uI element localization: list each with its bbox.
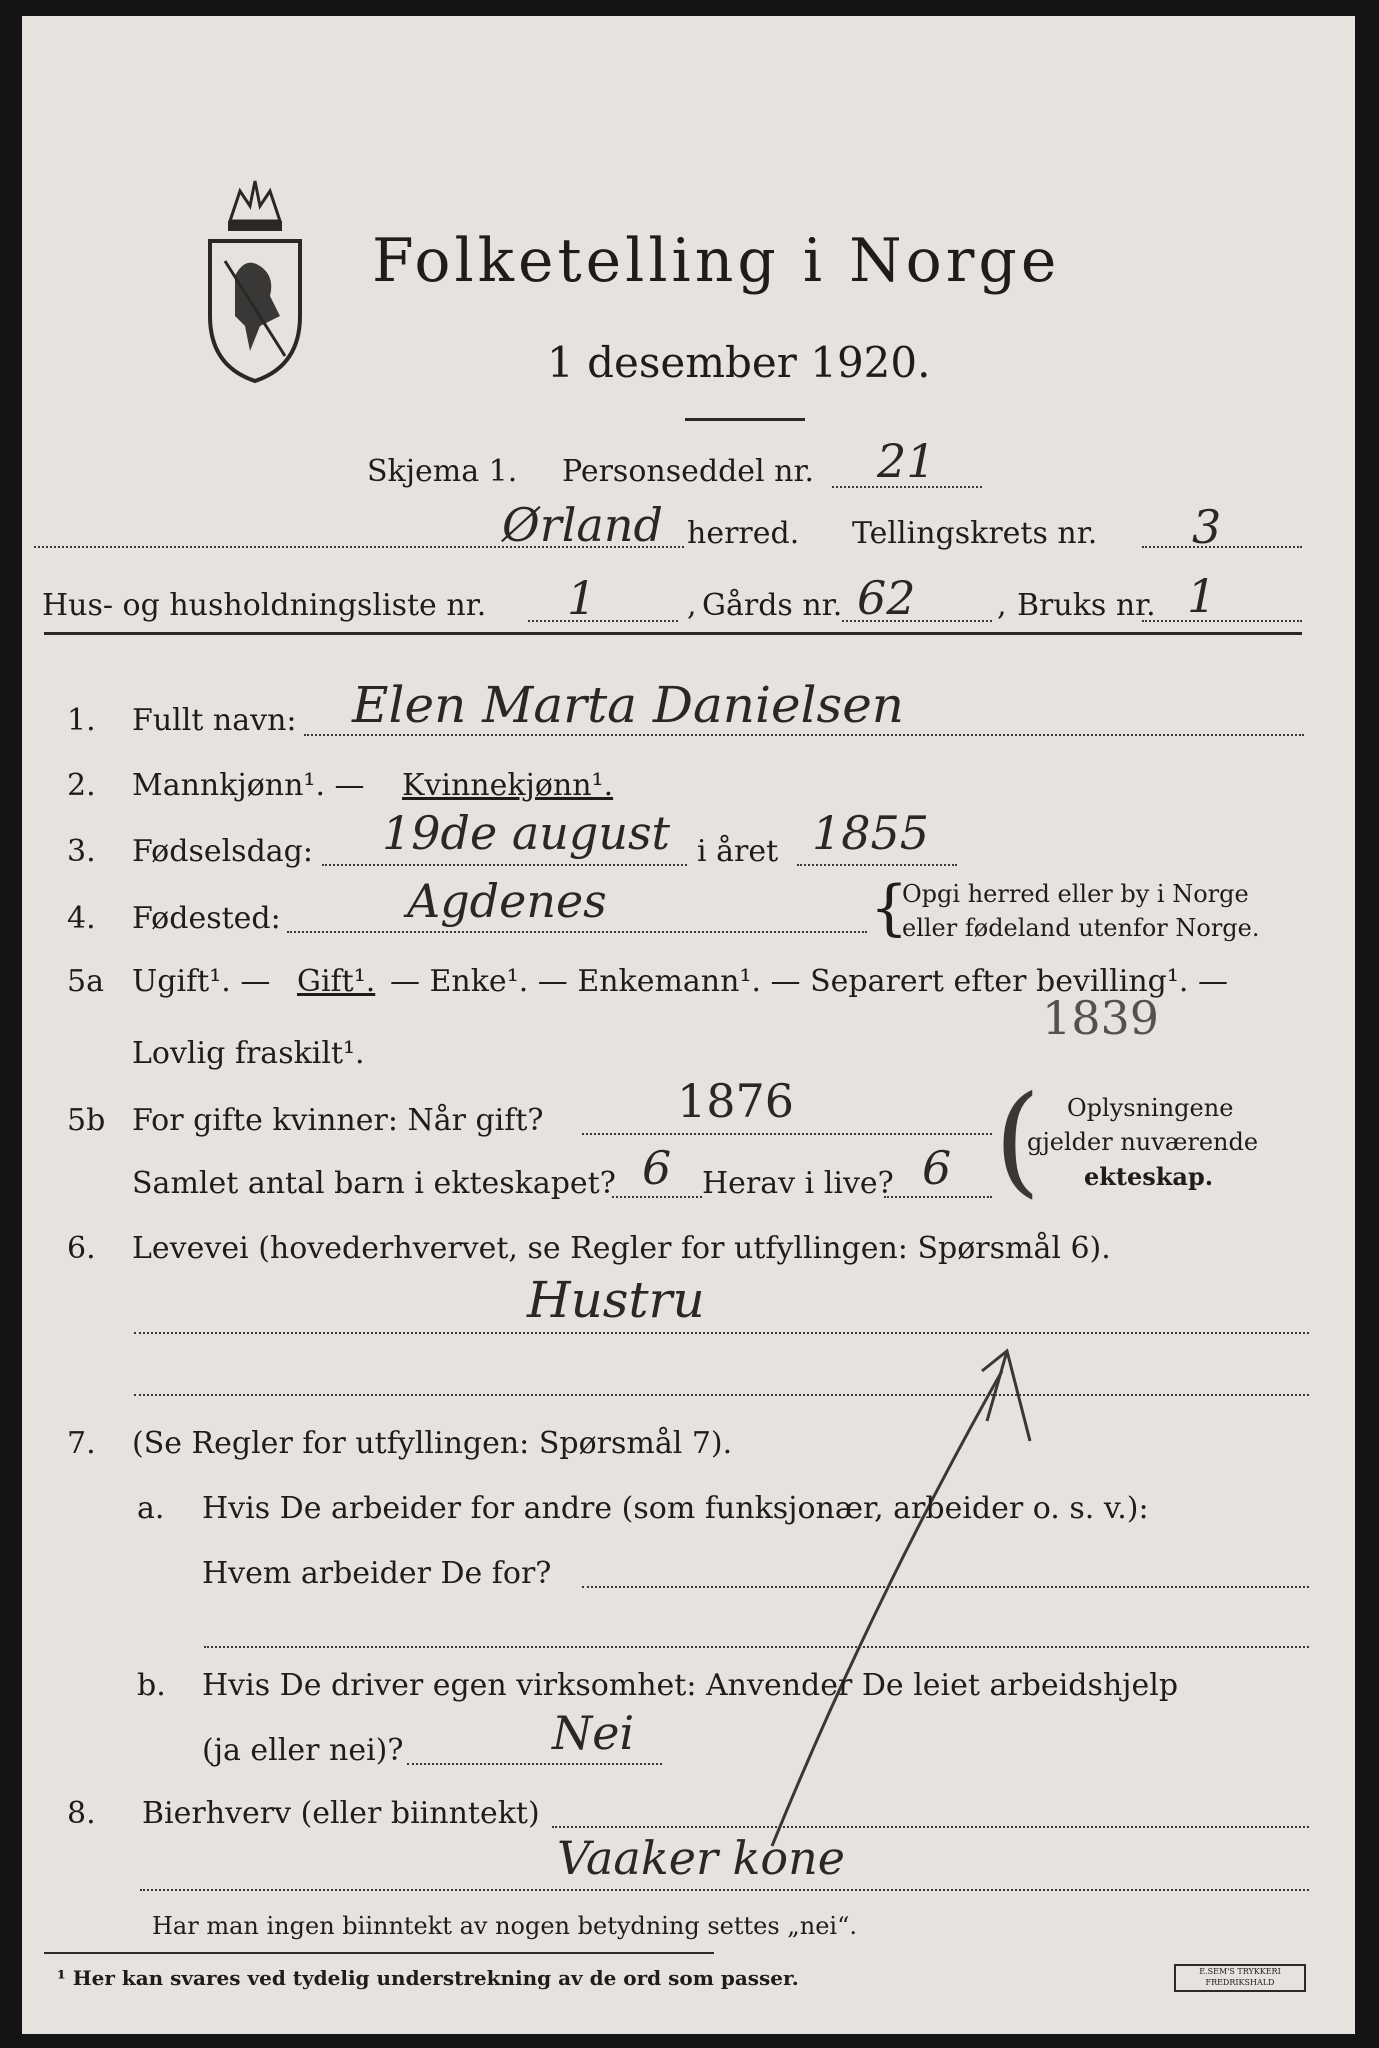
hus-label: Hus- og husholdningsliste nr. bbox=[42, 588, 487, 623]
footnote-rule bbox=[44, 1952, 714, 1954]
tellingskrets-value: 3 bbox=[1192, 500, 1222, 554]
gift-option: Gift¹. bbox=[297, 964, 376, 999]
ja-nei-label: (ja eller nei)? bbox=[202, 1733, 404, 1768]
bruks-value: 1 bbox=[1187, 569, 1217, 623]
biinntekt-note: Har man ingen biinntekt av nogen betydning settes „nei“. bbox=[152, 1912, 857, 1940]
ekteskap-note-1: Oplysningene bbox=[1067, 1094, 1234, 1122]
bruks-label: Bruks nr. bbox=[1017, 588, 1156, 623]
bierhverv-label: Bierhverv (eller biinntekt) bbox=[142, 1796, 540, 1831]
personseddel-value: 21 bbox=[877, 434, 936, 488]
fodested-note-1: Opgi herred eller by i Norge bbox=[902, 880, 1249, 908]
fodselsdag-value: 19de august bbox=[382, 806, 671, 860]
gards-label: Gårds nr. bbox=[702, 588, 843, 623]
kvinnekjonn-option: Kvinnekjønn¹. bbox=[402, 768, 614, 803]
fullt-navn-label: Fullt navn: bbox=[132, 703, 297, 738]
i-live-value: 6 bbox=[922, 1141, 952, 1195]
tellingskrets-label: Tellingskrets nr. bbox=[852, 516, 1098, 551]
aaret-label: i året bbox=[697, 834, 779, 869]
margin-note: 1839 bbox=[1042, 991, 1160, 1045]
arrow-mark-icon bbox=[762, 1341, 1082, 1851]
levevei-value: Hustru bbox=[527, 1271, 705, 1329]
hus-value: 1 bbox=[567, 571, 597, 625]
census-date: 1 desember 1920. bbox=[547, 338, 931, 387]
bierhverv-value: Vaaker kone bbox=[557, 1831, 845, 1885]
fodselsdag-label: Fødselsdag: bbox=[132, 834, 313, 869]
gards-value: 62 bbox=[857, 571, 916, 625]
header-rule bbox=[44, 632, 1302, 635]
q7a-label: Hvis De arbeider for andre (som funksjonær, arbeider o. s. v.): bbox=[202, 1491, 1149, 1526]
printer-stamp: E.SEM'S TRYKKERI FREDRIKSHALD bbox=[1174, 1964, 1306, 1992]
title-divider bbox=[685, 418, 805, 421]
q7b-label: Hvis De driver egen virksomhet: Anvender De leiet arbeidshjelp bbox=[202, 1668, 1179, 1703]
coat-of-arms-icon bbox=[200, 166, 310, 386]
ugift-option: Ugift¹. — bbox=[132, 964, 271, 999]
lovlig-fraskilt-option: Lovlig fraskilt¹. bbox=[132, 1036, 365, 1071]
naar-gift-label: For gifte kvinner: Når gift? bbox=[132, 1103, 544, 1138]
naar-gift-value: 1876 bbox=[677, 1074, 795, 1128]
antal-barn-label: Samlet antal barn i ekteskapet? bbox=[132, 1166, 616, 1201]
ekteskap-note-2: gjelder nuværende bbox=[1027, 1128, 1259, 1156]
q7-label: (Se Regler for utfyllingen: Spørsmål 7). bbox=[132, 1426, 733, 1461]
fodested-value: Agdenes bbox=[407, 874, 607, 928]
census-form: Folketelling i Norge 1 desember 1920. Skjema 1. Personseddel nr. 21 Ørland herred. Tellingskrets nr. 3 Hus- og husholdningsliste nr. 1 , Gårds nr. 62 , Bruks nr. 1 1. Fullt navn: Elen Marta Danielsen 2. Mannkjønn¹. — Kvinnekjønn¹. 3. Fødselsdag: 19de august i året 1855 4. Fødested: Agdenes { Opgi herred eller by i Norge eller fødeland utenfor Norge. 5a Ugift¹. — Gift¹. — Enke¹. — Enkemann¹. — Separert efter bevilling¹. — Lovlig fraskilt¹. 1839 5b For gifte kvinner: Når gift? 1876 Samlet antal barn i ekteskapet? 6 Herav i live? 6 ( Oplysningene gjelder nuværende ekteskap. 6. Levevei (hovederhvervet, se Regler for utfyllingen: Spørsmål 6). Hustru 7. (Se Regler for utfyllingen: Spørsmål 7). a. Hvis De arbeider for andre (som funksjonær, arbeider o. s. v.): Hvem arbeider De for? b. Hvis De driver egen virksomhet: Anvender De leiet arbeidshjelp (ja eller nei)? Nei 8. Bierhverv (eller biinntekt) Vaaker kone Har man ingen biinntekt av nogen betydning settes „nei“. ¹ Her kan svares ved tydelig understrekning av de ord som passer. E.SEM'S TRYKKERI FREDRIKSHALD bbox=[22, 16, 1355, 2034]
hvem-arbeider-label: Hvem arbeider De for? bbox=[202, 1556, 552, 1591]
form-title: Folketelling i Norge bbox=[372, 226, 1061, 296]
antal-barn-value: 6 bbox=[642, 1141, 672, 1195]
i-live-label: Herav i live? bbox=[702, 1166, 894, 1201]
ja-nei-value: Nei bbox=[552, 1706, 635, 1760]
mannkjonn-option: Mannkjønn¹. — bbox=[132, 768, 365, 803]
herred-label: herred. bbox=[687, 516, 800, 551]
sivilstand-options: — Enke¹. — Enkemann¹. — Separert efter bevilling¹. — bbox=[390, 964, 1228, 999]
personseddel-label: Personseddel nr. bbox=[562, 454, 815, 489]
skjema-label: Skjema 1. bbox=[367, 454, 518, 489]
footnote: ¹ Her kan svares ved tydelig understrekning av de ord som passer. bbox=[57, 1966, 799, 1990]
fullt-navn-value: Elen Marta Danielsen bbox=[352, 676, 905, 734]
herred-value: Ørland bbox=[502, 498, 663, 552]
ekteskap-note-3: ekteskap. bbox=[1084, 1162, 1214, 1191]
levevei-label: Levevei (hovederhvervet, se Regler for utfyllingen: Spørsmål 6). bbox=[132, 1231, 1111, 1266]
fodselsaar-value: 1855 bbox=[812, 806, 930, 860]
fodested-label: Fødested: bbox=[132, 901, 281, 936]
fodested-note-2: eller fødeland utenfor Norge. bbox=[902, 914, 1260, 942]
